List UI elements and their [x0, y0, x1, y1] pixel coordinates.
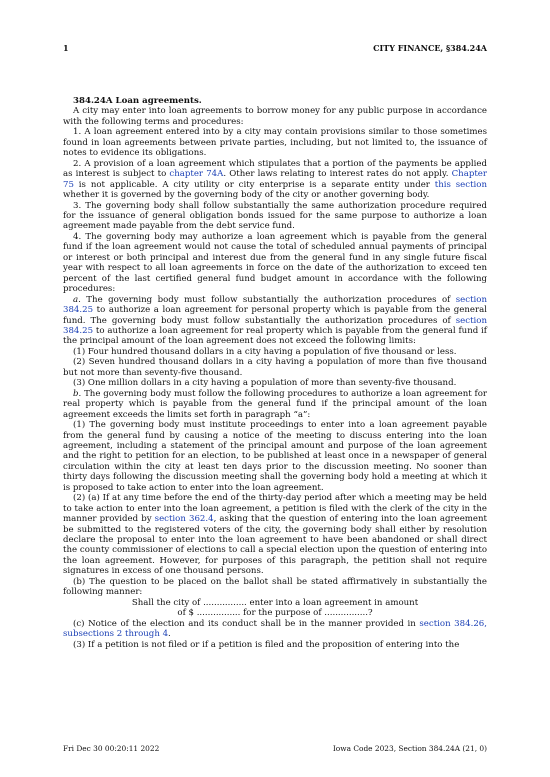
subparagraph-b1: (1) The governing body must institute proceedings to enter into a loan agreement payable from the general fund by causing a notice of the meeting to discuss entering into the loan agreement, including a statement of the principal amount and purpose of the loan agreement and the right to petition for an election, to be published at least once in a newspaper of general circulation within the city at least ten days prior to the discussion meeting. No sooner than thirty days following the discussion meeting shall the governing body hold a meeting at which it is proposed to take action to enter into the loan agreement.	[63, 420, 487, 493]
footer-citation: Iowa Code 2023, Section 384.24A (21, 0)	[332, 744, 487, 753]
link-chapter-75[interactable]: Chapter 75	[63, 169, 487, 190]
paragraph-4b: b. The governing body must follow the following procedures to authorize a loan agreement for real property which is payable from the general fund if the principal amount of the loan agreement exceeds the limits set forth in paragraph “a”:	[63, 388, 487, 420]
subparagraph-b2a: (2) (a) If at any time before the end of the thirty-day period after which a meeting may be held to take action to enter into the loan agreement, a petition is filed with the clerk of the city in the manner provided by section 362.4, asking that the question of entering into the loan agreement be submitted to the registered voters of the city, the governing body shall either by resolution declare the proposal to enter into the loan agreement to have been abandoned or shall direct the county commissioner of elections to call a special election upon the question of entering into the loan agreement. However, for purposes of this paragraph, the petition shall not require signatures in excess of one thousand persons.	[63, 493, 487, 577]
subsection-3: 3. The governing body shall follow substantially the same authorization procedure required for the issuance of general obligation bonds issued for the same purpose to authorize a loan agreement made payable from the debt service fund.	[63, 200, 487, 232]
subparagraph-b2b: (b) The question to be placed on the ballot shall be stated affirmatively in substantially the following manner:	[63, 576, 487, 598]
document-body	[63, 96, 487, 650]
link-chapter-74a[interactable]: chapter 74A	[169, 169, 224, 180]
limit-3: (3) One million dollars in a city having a population of more than seventy-five thousand.	[73, 378, 457, 389]
page-header	[63, 43, 487, 57]
subsection-1: 1. A loan agreement entered into by a city may contain provisions similar to those sometimes found in loan agreements between private parties, including, but not limited to, the issuance of notes to evidence its obligations.	[63, 127, 487, 159]
link-this-section[interactable]: this section	[434, 179, 487, 190]
subparagraph-b2c: (c) Notice of the election and its conduct shall be in the manner provided in section 384.26, subsections 2 through 4.	[63, 618, 487, 640]
section-intro: A city may enter into loan agreements to borrow money for any public purpose in accordance with the following terms and procedures:	[63, 106, 487, 127]
link-section-384-25[interactable]: section 384.25	[63, 294, 487, 316]
subsection-4: 4. The governing body may authorize a loan agreement which is payable from the general fund if the loan agreement would not cause the total of scheduled annual payments of principal or interest or both principal and interest due from the general fund in any single future fiscal year with respect to all loan agreements in force on the date of the authorization to exceed ten percent of the last certified general fund budget amount in accordance with the following procedures:	[63, 231, 487, 295]
ballot-question-line-1: Shall the city of ................ enter into a loan agreement in amount	[131, 597, 419, 608]
limit-2: (2) Seven hundred thousand dollars in a city having a population of more than five thousand but not more than seventy-five thousand.	[63, 357, 487, 378]
link-section-384-25-second[interactable]: section 384.25	[63, 315, 487, 336]
subparagraph-b3: (3) If a petition is not filed or if a petition is filed and the proposition of entering into the	[73, 639, 460, 650]
link-section-384-26[interactable]: section 384.26, subsections 2 through 4	[63, 618, 487, 640]
page-number: 1	[63, 43, 69, 53]
footer-timestamp: Fri Dec 30 00:20:11 2022	[63, 744, 160, 753]
page-footer	[63, 744, 487, 756]
ballot-question-line-2: of $ ................ for the purpose of ................?	[177, 608, 373, 619]
link-section-362-4[interactable]: section 362.4	[154, 514, 214, 525]
paragraph-4a: a. The governing body must follow substantially the authorization procedures of section 384.25 to authorize a loan agreement for personal property which is payable from the general fund. The governing body must follow substantially the authorization procedures of section 384.25 to authorize a loan agreement for real property which is payable from the general fund if the principal amount of the loan agreement does not exceed the following limits:	[63, 294, 487, 347]
running-title: CITY FINANCE, §384.24A	[373, 43, 487, 53]
subsection-2: 2. A provision of a loan agreement which stipulates that a portion of the payments be applied as interest is subject to chapter 74A. Other laws relating to interest rates do not apply. Chapter 75 is not applicable. A city utility or city enterprise is a separate entity under this section whether it is governed by the governing body of the city or another governing body.	[63, 158, 487, 201]
section-heading: 384.24A Loan agreements.	[73, 96, 202, 106]
limit-1: (1) Four hundred thousand dollars in a city having a population of five thousand or less.	[73, 346, 457, 357]
